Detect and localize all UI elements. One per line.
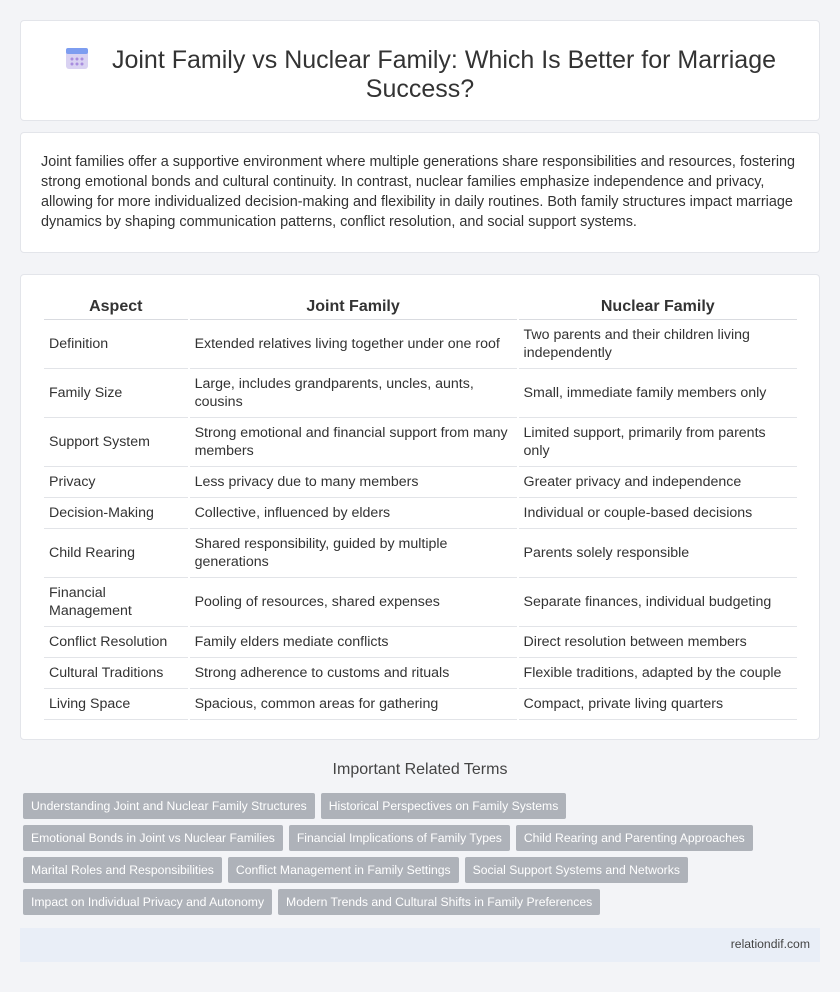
joint-cell: Strong emotional and financial support from many members xyxy=(190,418,517,467)
title-card xyxy=(20,20,820,121)
aspect-cell: Financial Management xyxy=(44,578,188,627)
table-row xyxy=(44,498,797,529)
table-row xyxy=(44,369,797,418)
nuclear-cell: Small, immediate family members only xyxy=(519,369,797,418)
nuclear-cell: Parents solely responsible xyxy=(519,529,797,578)
comparison-table xyxy=(42,295,799,720)
joint-cell: Family elders mediate conflicts xyxy=(190,627,517,658)
joint-cell: Strong adherence to customs and rituals xyxy=(190,658,517,689)
aspect-cell: Definition xyxy=(44,320,188,369)
related-tag[interactable]: Emotional Bonds in Joint vs Nuclear Families xyxy=(23,825,283,851)
table-row xyxy=(44,320,797,369)
header-nuclear-family: Nuclear Family xyxy=(519,295,797,320)
footer-bar xyxy=(20,928,820,962)
related-terms-heading: Important Related Terms xyxy=(332,761,508,778)
joint-cell: Collective, influenced by elders xyxy=(190,498,517,529)
table-row xyxy=(44,658,797,689)
header-aspect: Aspect xyxy=(44,295,188,320)
joint-cell: Less privacy due to many members xyxy=(190,467,517,498)
joint-cell: Extended relatives living together under one roof xyxy=(190,320,517,369)
nuclear-cell: Direct resolution between members xyxy=(519,627,797,658)
aspect-cell: Support System xyxy=(44,418,188,467)
related-tag[interactable]: Conflict Management in Family Settings xyxy=(228,857,459,883)
table-row xyxy=(44,467,797,498)
related-tag[interactable]: Modern Trends and Cultural Shifts in Family Preferences xyxy=(278,889,600,915)
related-tag[interactable]: Historical Perspectives on Family Systems xyxy=(321,793,567,819)
header-joint-family: Joint Family xyxy=(190,295,517,320)
related-tag[interactable]: Marital Roles and Responsibilities xyxy=(23,857,222,883)
joint-cell: Spacious, common areas for gathering xyxy=(190,689,517,720)
intro-card xyxy=(20,132,820,253)
table-row xyxy=(44,689,797,720)
joint-cell: Pooling of resources, shared expenses xyxy=(190,578,517,627)
nuclear-cell: Individual or couple-based decisions xyxy=(519,498,797,529)
table-row xyxy=(44,418,797,467)
aspect-cell: Child Rearing xyxy=(44,529,188,578)
aspect-cell: Decision-Making xyxy=(44,498,188,529)
table-row xyxy=(44,578,797,627)
table-row xyxy=(44,529,797,578)
intro-paragraph: Joint families offer a supportive environment where multiple generations share responsibilities and resources, fostering strong emotional bonds and cultural continuity. In contrast, nuclear families emphasize independence and privacy, allowing for more individualized decision-making and flexibility in daily routines. Both family structures impact marriage dynamics by shaping communication patterns, conflict resolution, and social support systems. xyxy=(41,154,796,230)
aspect-cell: Privacy xyxy=(44,467,188,498)
aspect-cell: Conflict Resolution xyxy=(44,627,188,658)
related-tag[interactable]: Financial Implications of Family Types xyxy=(289,825,510,851)
nuclear-cell: Compact, private living quarters xyxy=(519,689,797,720)
footer-site[interactable]: relationdif.com xyxy=(730,937,810,951)
nuclear-cell: Limited support, primarily from parents only xyxy=(519,418,797,467)
table-header-row xyxy=(44,295,797,320)
page-title: Joint Family vs Nuclear Family: Which Is Better for Marriage Success? xyxy=(111,46,777,103)
aspect-cell: Living Space xyxy=(44,689,188,720)
related-tag[interactable]: Impact on Individual Privacy and Autonomy xyxy=(23,889,272,915)
nuclear-cell: Two parents and their children living independently xyxy=(519,320,797,369)
joint-cell: Shared responsibility, guided by multiple generations xyxy=(190,529,517,578)
related-tag[interactable]: Understanding Joint and Nuclear Family Structures xyxy=(23,793,315,819)
table-row xyxy=(44,627,797,658)
comparison-card xyxy=(20,274,820,740)
joint-cell: Large, includes grandparents, uncles, aunts, cousins xyxy=(190,369,517,418)
aspect-cell: Cultural Traditions xyxy=(44,658,188,689)
related-tags xyxy=(23,793,813,921)
aspect-cell: Family Size xyxy=(44,369,188,418)
related-tag[interactable]: Child Rearing and Parenting Approaches xyxy=(516,825,753,851)
nuclear-cell: Flexible traditions, adapted by the couple xyxy=(519,658,797,689)
nuclear-cell: Greater privacy and independence xyxy=(519,467,797,498)
calendar-icon xyxy=(64,45,90,71)
nuclear-cell: Separate finances, individual budgeting xyxy=(519,578,797,627)
related-tag[interactable]: Social Support Systems and Networks xyxy=(465,857,688,883)
